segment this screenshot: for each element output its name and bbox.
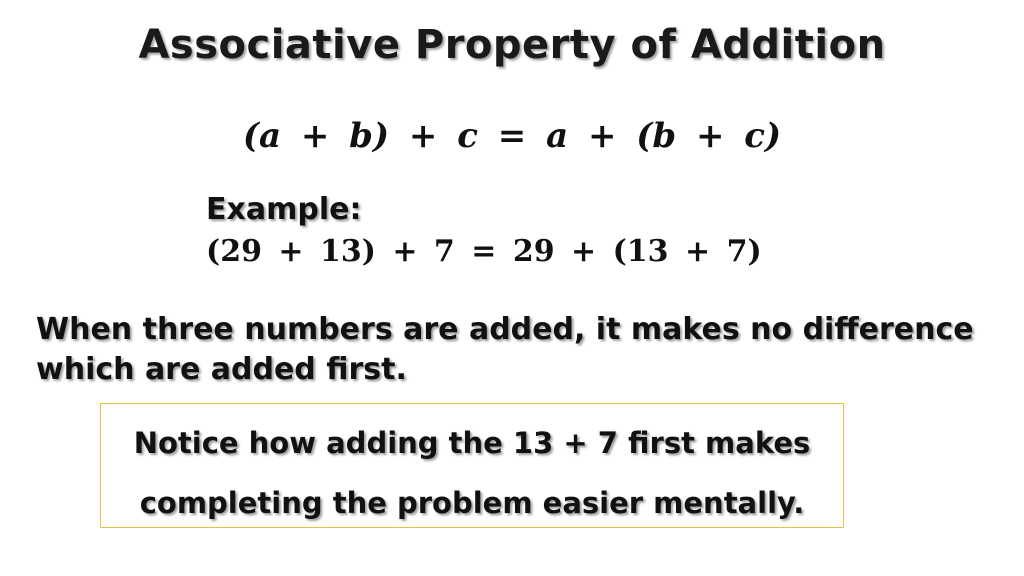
notice-line-2: completing the problem easier mentally. xyxy=(139,486,805,520)
example-label: Example: xyxy=(206,192,362,227)
notice-line-1: Notice how adding the 13 + 7 first makes xyxy=(133,426,811,460)
statement-line-1: When three numbers are added, it makes no difference xyxy=(36,312,974,347)
notice-box xyxy=(100,403,844,528)
example-equation: (29 + 13) + 7 = 29 + (13 + 7) xyxy=(206,234,762,269)
slide-title: Associative Property of Addition xyxy=(138,22,886,68)
property-statement xyxy=(36,310,996,390)
associative-formula: (a + b) + c = a + (b + c) xyxy=(242,116,782,156)
statement-line-2: which are added first. xyxy=(36,352,407,387)
